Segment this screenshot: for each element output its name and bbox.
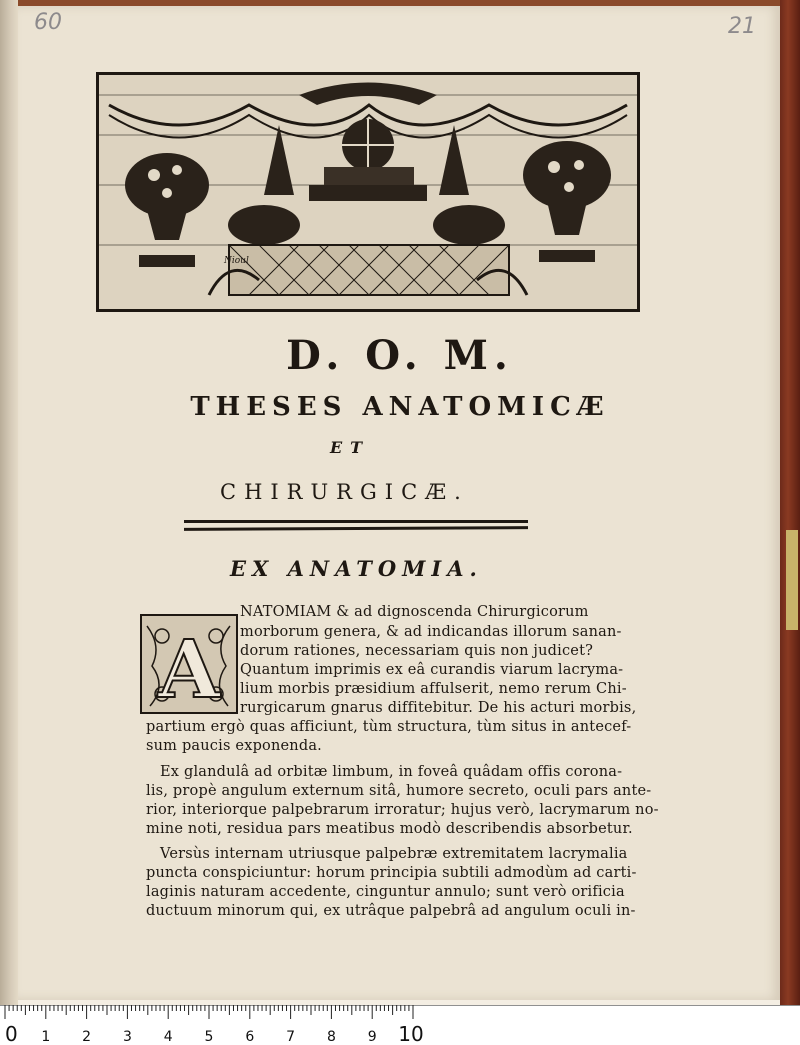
text-line: puncta conspiciuntur: horum principia subtili admodùm ad carti-: [146, 865, 637, 881]
ruler-label: 6: [245, 1029, 255, 1045]
double-rule-top: [184, 520, 528, 523]
text-line: rurgicarum gnarus diffitebitur. De his acturi morbis,: [240, 700, 637, 716]
text-line: Ex glandulâ ad orbitæ limbum, in foveâ quâdam offis corona-: [160, 764, 623, 780]
text-line: lis, propè angulum externum sitâ, humore secreto, oculi pars ante-: [146, 783, 652, 799]
text-line: ductuum minorum qui, ex utrâque palpebrâ ad angulum oculi in-: [146, 903, 636, 919]
title-chirurgicae: CHIRURGICÆ.: [220, 480, 469, 504]
folio-left: 60: [34, 10, 62, 35]
text-line: mine noti, residua pars meatibus modò describendis absorbetur.: [146, 821, 633, 837]
ruler-label: 10: [398, 1022, 424, 1045]
ruler-label: 4: [163, 1029, 173, 1045]
title-et: ET: [329, 438, 371, 457]
text-line: sum paucis exponenda.: [146, 738, 322, 754]
measurement-ruler: [0, 1005, 800, 1045]
title-theses: THESES ANATOMICÆ: [190, 392, 610, 422]
text-line: partium ergò quas afficiunt, tùm structura, tùm situs in antecef-: [146, 719, 632, 735]
ruler-label: 3: [122, 1029, 132, 1045]
book-gutter: [0, 0, 18, 1005]
page-tab: [786, 530, 798, 630]
engraver-signature: Nioul: [224, 256, 249, 266]
ruler-label: 7: [286, 1029, 296, 1045]
ruler-label: 1: [41, 1029, 51, 1045]
ruler-label: 8: [326, 1029, 336, 1045]
text-line: NATOMIAM & ad dignoscenda Chirurgicorum: [240, 604, 589, 620]
text-line: rior, interiorque palpebrarum irroratur; hujus verò, lacrymarum no-: [146, 802, 659, 818]
ruler-label: 0: [5, 1022, 18, 1045]
text-line: morborum genera, & ad indicandas illorum sanan-: [240, 624, 622, 640]
section-heading: EX ANATOMIA.: [230, 556, 483, 581]
initial-letter: A: [157, 622, 221, 714]
text-line: Quantum imprimis ex eâ curandis viarum lacryma-: [240, 662, 624, 678]
title-dom: D. O. M.: [286, 332, 514, 379]
ruler-label: 9: [367, 1029, 377, 1045]
engraved-headpiece: [96, 72, 640, 312]
folio-right: 21: [728, 14, 756, 39]
text-line: laginis naturam accedente, cinguntur annulo; sunt verò orificia: [146, 884, 625, 900]
text-line: lium morbis præsidium affulserit, nemo rerum Chi-: [240, 681, 627, 697]
book-edge: [780, 0, 800, 1005]
ruler-label: 2: [82, 1029, 92, 1045]
decorated-initial: [140, 614, 238, 714]
ruler-label: 5: [204, 1029, 214, 1045]
text-line: Versùs internam utriusque palpebræ extremitatem lacrymalia: [160, 846, 628, 862]
text-line: dorum rationes, necessariam quis non judicet?: [240, 643, 594, 659]
